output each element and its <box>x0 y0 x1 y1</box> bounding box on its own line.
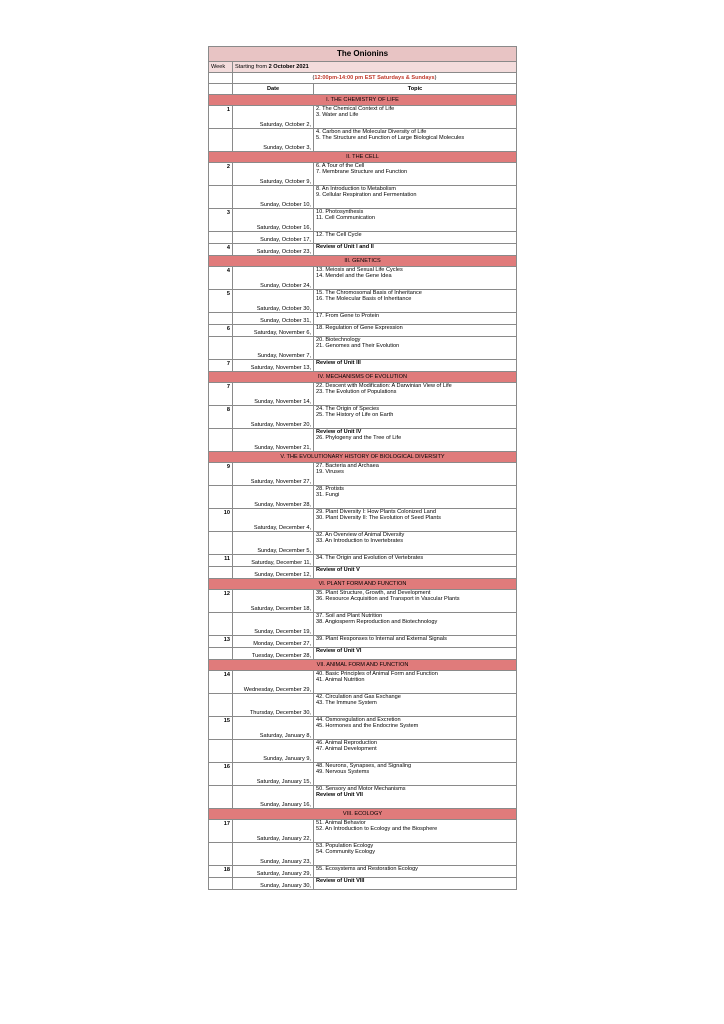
schedule-row <box>209 555 517 567</box>
topic-header: Topic <box>314 84 517 95</box>
week-number <box>209 843 233 866</box>
session-time-text: 12:00pm-14:00 pm EST Saturdays & Sundays <box>314 74 435 81</box>
topic-item: 51. Animal Behavior <box>316 820 366 826</box>
schedule-row <box>209 267 517 290</box>
unit-title: V. THE EVOLUTIONARY HISTORY OF BIOLOGICAL DIVERSITY <box>209 452 517 463</box>
session-topics <box>314 613 517 636</box>
topic-item: 5. The Structure and Function of Large Biological Molecules <box>316 135 465 142</box>
topic-item: 11. Cell Communication <box>316 215 375 222</box>
session-date: Sunday, January 30, <box>233 878 314 890</box>
topic-item: 41. Animal Nutrition <box>316 677 365 684</box>
schedule-row <box>209 866 517 878</box>
session-topics <box>314 555 517 567</box>
session-topics <box>314 878 517 890</box>
week-number: 7 <box>209 383 233 406</box>
schedule-row <box>209 313 517 325</box>
topic-item: Review of Unit III <box>316 360 361 366</box>
session-topics <box>314 786 517 809</box>
topic-item: 34. The Origin and Evolution of Vertebrates <box>316 555 424 561</box>
schedule-row <box>209 406 517 429</box>
session-date: Saturday, January 29, <box>233 866 314 878</box>
unit-title: VIII. ECOLOGY <box>209 809 517 820</box>
unit-title: VI. PLANT FORM AND FUNCTION <box>209 579 517 590</box>
topic-item: 21. Genomes and Their Evolution <box>316 343 400 350</box>
schedule-row <box>209 244 517 256</box>
topic-item: 32. An Overview of Animal Diversity <box>316 532 405 538</box>
topic-item: 40. Basic Principles of Animal Form and Function <box>316 671 438 677</box>
topic-item: 45. Hormones and the Endocrine System <box>316 723 419 730</box>
topic-item: Review of Unit I and II <box>316 244 374 250</box>
week-number: 18 <box>209 866 233 878</box>
topic-item: 20. Biotechnology <box>316 337 361 343</box>
topic-item: 6. A Tour of the Cell <box>316 163 365 169</box>
schedule-row <box>209 648 517 660</box>
week-number <box>209 567 233 579</box>
session-topics <box>314 209 517 232</box>
unit-title: I. THE CHEMISTRY OF LIFE <box>209 95 517 106</box>
topic-item: 13. Meiosis and Sexual Life Cycles <box>316 267 403 273</box>
session-date: Saturday, October 23, <box>233 244 314 256</box>
topic-item: 48. Neurons, Synapses, and Signaling <box>316 763 412 769</box>
schedule-row <box>209 717 517 740</box>
topic-item: 23. The Evolution of Populations <box>316 389 397 396</box>
schedule-row <box>209 694 517 717</box>
topic-item: 52. An Introduction to Ecology and the Biosphere <box>316 826 438 833</box>
schedule-row <box>209 209 517 232</box>
topic-item: 33. An Introduction to Invertebrates <box>316 538 404 545</box>
session-topics <box>314 406 517 429</box>
schedule-row <box>209 636 517 648</box>
week-number: 4 <box>209 244 233 256</box>
session-date: Saturday, December 11, <box>233 555 314 567</box>
session-date: Sunday, October 17, <box>233 232 314 244</box>
topic-item: 18. Regulation of Gene Expression <box>316 325 403 331</box>
session-topics <box>314 763 517 786</box>
week-number: 17 <box>209 820 233 843</box>
week-number: 7 <box>209 360 233 372</box>
schedule-row <box>209 509 517 532</box>
title-row <box>209 47 517 62</box>
schedule-row <box>209 532 517 555</box>
session-topics <box>314 244 517 256</box>
start-info <box>233 62 517 73</box>
session-topics <box>314 532 517 555</box>
schedule-row <box>209 786 517 809</box>
week-number <box>209 786 233 809</box>
topic-item: 44. Osmoregulation and Excretion <box>316 717 401 723</box>
schedule-row <box>209 590 517 613</box>
session-topics <box>314 509 517 532</box>
week-number <box>209 313 233 325</box>
topic-item: 22. Descent with Modification: A Darwinian View of Life <box>316 383 452 389</box>
schedule-row <box>209 567 517 579</box>
session-topics <box>314 866 517 878</box>
week-number <box>209 129 233 152</box>
topic-item: 17. From Gene to Protein <box>316 313 380 319</box>
week-number: 11 <box>209 555 233 567</box>
session-date: Saturday, November 13, <box>233 360 314 372</box>
session-date: Saturday, November 20, <box>233 406 314 429</box>
topic-item: 27. Bacteria and Archaea <box>316 463 379 469</box>
week-label: Week <box>209 62 233 73</box>
session-topics <box>314 232 517 244</box>
session-date: Saturday, November 6, <box>233 325 314 337</box>
unit-header-row <box>209 660 517 671</box>
schedule-row <box>209 232 517 244</box>
topic-item: 28. Protists <box>316 486 344 492</box>
session-date: Wednesday, December 29, <box>233 671 314 694</box>
session-date: Sunday, November 14, <box>233 383 314 406</box>
week-number: 10 <box>209 509 233 532</box>
schedule-row <box>209 163 517 186</box>
schedule-row <box>209 463 517 486</box>
time-row <box>209 73 517 84</box>
session-topics <box>314 486 517 509</box>
session-date: Saturday, December 18, <box>233 590 314 613</box>
topic-item: Review of Unit IV <box>316 429 362 435</box>
start-label: Starting from <box>235 63 268 70</box>
session-topics <box>314 325 517 337</box>
topic-item: 55. Ecosystems and Restoration Ecology <box>316 866 418 872</box>
schedule-row <box>209 878 517 890</box>
topic-item: 3. Water and Life <box>316 112 359 119</box>
session-date: Sunday, December 5, <box>233 532 314 555</box>
unit-header-row <box>209 372 517 383</box>
topic-item: 47. Animal Development <box>316 746 377 753</box>
topic-item: 49. Nervous Systems <box>316 769 370 776</box>
session-topics <box>314 717 517 740</box>
session-date: Saturday, January 8, <box>233 717 314 740</box>
session-topics <box>314 313 517 325</box>
unit-header-row <box>209 452 517 463</box>
session-topics <box>314 106 517 129</box>
topic-item: 36. Resource Acquisition and Transport in Vascular Plants <box>316 596 460 603</box>
session-date: Sunday, October 3, <box>233 129 314 152</box>
session-topics <box>314 671 517 694</box>
session-date: Saturday, January 15, <box>233 763 314 786</box>
session-topics <box>314 463 517 486</box>
topic-item: 31. Fungi <box>316 492 340 499</box>
unit-header-row <box>209 809 517 820</box>
week-number: 1 <box>209 106 233 129</box>
schedule-row <box>209 740 517 763</box>
session-date: Sunday, November 28, <box>233 486 314 509</box>
session-date: Saturday, November 27, <box>233 463 314 486</box>
session-date: Saturday, October 9, <box>233 163 314 186</box>
schedule-row <box>209 337 517 360</box>
week-number: 2 <box>209 163 233 186</box>
session-date: Sunday, October 31, <box>233 313 314 325</box>
session-date: Thursday, December 30, <box>233 694 314 717</box>
unit-header-row <box>209 152 517 163</box>
week-number: 16 <box>209 763 233 786</box>
week-number <box>209 740 233 763</box>
date-header: Date <box>233 84 314 95</box>
topic-item: 46. Animal Reproduction <box>316 740 377 746</box>
week-number: 13 <box>209 636 233 648</box>
start-row <box>209 62 517 73</box>
session-topics <box>314 337 517 360</box>
schedule-row <box>209 129 517 152</box>
session-topics <box>314 636 517 648</box>
week-number <box>209 694 233 717</box>
topic-item: 7. Membrane Structure and Function <box>316 169 408 176</box>
session-topics <box>314 820 517 843</box>
schedule-sheet <box>208 46 516 890</box>
topic-item: 39. Plant Responses to Internal and External Signals <box>316 636 447 642</box>
topic-item: 8. An Introduction to Metabolism <box>316 186 396 192</box>
session-date: Sunday, January 23, <box>233 843 314 866</box>
schedule-row <box>209 383 517 406</box>
schedule-row <box>209 290 517 313</box>
session-date: Saturday, January 22, <box>233 820 314 843</box>
schedule-row <box>209 360 517 372</box>
session-topics <box>314 290 517 313</box>
week-number: 4 <box>209 267 233 290</box>
session-date: Sunday, November 7, <box>233 337 314 360</box>
topic-item: Review of Unit VI <box>316 648 362 654</box>
schedule-row <box>209 843 517 866</box>
session-date: Sunday, October 24, <box>233 267 314 290</box>
session-topics <box>314 186 517 209</box>
topic-item: 30. Plant Diversity II: The Evolution of Seed Plants <box>316 515 441 522</box>
week-number <box>209 648 233 660</box>
unit-title: VII. ANIMAL FORM AND FUNCTION <box>209 660 517 671</box>
topic-item: 53. Population Ecology <box>316 843 374 849</box>
week-number <box>209 337 233 360</box>
week-number: 6 <box>209 325 233 337</box>
topic-item: Review of Unit VIII <box>316 878 365 884</box>
schedule-row <box>209 186 517 209</box>
topic-item: Review of Unit V <box>316 567 360 573</box>
unit-header-row <box>209 256 517 267</box>
topic-item: 25. The History of Life on Earth <box>316 412 394 419</box>
week-number: 3 <box>209 209 233 232</box>
week-number <box>209 532 233 555</box>
session-date: Sunday, November 21, <box>233 429 314 452</box>
topic-item: 12. The Cell Cycle <box>316 232 362 238</box>
unit-header-row <box>209 95 517 106</box>
topic-item: 29. Plant Diversity I: How Plants Colonized Land <box>316 509 437 515</box>
session-date: Saturday, October 16, <box>233 209 314 232</box>
week-number: 15 <box>209 717 233 740</box>
session-date: Saturday, December 4, <box>233 509 314 532</box>
schedule-table <box>208 46 517 890</box>
empty-cell <box>209 73 233 84</box>
topic-item: 42. Circulation and Gas Exchange <box>316 694 401 700</box>
schedule-row <box>209 763 517 786</box>
session-date: Sunday, December 12, <box>233 567 314 579</box>
unit-title: II. THE CELL <box>209 152 517 163</box>
week-number <box>209 613 233 636</box>
session-topics <box>314 163 517 186</box>
session-topics <box>314 129 517 152</box>
session-date: Saturday, October 2, <box>233 106 314 129</box>
session-date: Monday, December 27, <box>233 636 314 648</box>
week-number: 14 <box>209 671 233 694</box>
topic-item: 19. Viruses <box>316 469 344 476</box>
topic-item: 43. The Immune System <box>316 700 377 707</box>
schedule-row <box>209 106 517 129</box>
week-number: 5 <box>209 290 233 313</box>
week-number: 9 <box>209 463 233 486</box>
schedule-row <box>209 671 517 694</box>
empty-cell <box>209 84 233 95</box>
week-number <box>209 429 233 452</box>
unit-title: III. GENETICS <box>209 256 517 267</box>
week-number: 8 <box>209 406 233 429</box>
session-topics <box>314 740 517 763</box>
schedule-row <box>209 486 517 509</box>
topic-item: 16. The Molecular Basis of Inheritance <box>316 296 412 303</box>
unit-title: IV. MECHANISMS OF EVOLUTION <box>209 372 517 383</box>
topic-item: 14. Mendel and the Gene Idea <box>316 273 392 280</box>
session-topics <box>314 648 517 660</box>
session-date: Saturday, October 30, <box>233 290 314 313</box>
topic-item: 35. Plant Structure, Growth, and Development <box>316 590 431 596</box>
session-topics <box>314 429 517 452</box>
session-date: Sunday, October 10, <box>233 186 314 209</box>
schedule-row <box>209 325 517 337</box>
topic-item: 37. Soil and Plant Nutrition <box>316 613 383 619</box>
session-topics <box>314 843 517 866</box>
topic-item: 4. Carbon and the Molecular Diversity of Life <box>316 129 427 135</box>
week-number <box>209 878 233 890</box>
schedule-row <box>209 429 517 452</box>
schedule-row <box>209 613 517 636</box>
week-number <box>209 486 233 509</box>
week-number: 12 <box>209 590 233 613</box>
session-date: Sunday, January 9, <box>233 740 314 763</box>
topic-item: 2. The Chemical Context of Life <box>316 106 395 112</box>
week-number <box>209 232 233 244</box>
start-date: 2 October 2021 <box>268 63 309 70</box>
session-topics <box>314 360 517 372</box>
topic-item: 38. Angiosperm Reproduction and Biotechnology <box>316 619 438 626</box>
session-date: Sunday, January 16, <box>233 786 314 809</box>
session-topics <box>314 267 517 290</box>
topic-item: 24. The Origin of Species <box>316 406 380 412</box>
schedule-title: The Onionins <box>209 47 517 62</box>
session-topics <box>314 383 517 406</box>
topic-item: 54. Community Ecology <box>316 849 376 856</box>
topic-item: 15. The Chromosomal Basis of Inheritance <box>316 290 422 296</box>
topic-item: 50. Sensory and Motor Mechanisms <box>316 786 406 792</box>
session-topics <box>314 694 517 717</box>
session-topics <box>314 590 517 613</box>
topic-item: 10. Photosynthesis <box>316 209 364 215</box>
schedule-row <box>209 820 517 843</box>
week-number <box>209 186 233 209</box>
session-topics <box>314 567 517 579</box>
column-header-row <box>209 84 517 95</box>
topic-item: Review of Unit VII <box>316 792 363 799</box>
session-date: Tuesday, December 28, <box>233 648 314 660</box>
unit-header-row <box>209 579 517 590</box>
session-date: Sunday, December 19, <box>233 613 314 636</box>
topic-item: 9. Cellular Respiration and Fermentation <box>316 192 417 199</box>
session-time: (12:00pm-14:00 pm EST Saturdays & Sundays) <box>233 73 517 84</box>
topic-item: 26. Phylogeny and the Tree of Life <box>316 435 402 442</box>
